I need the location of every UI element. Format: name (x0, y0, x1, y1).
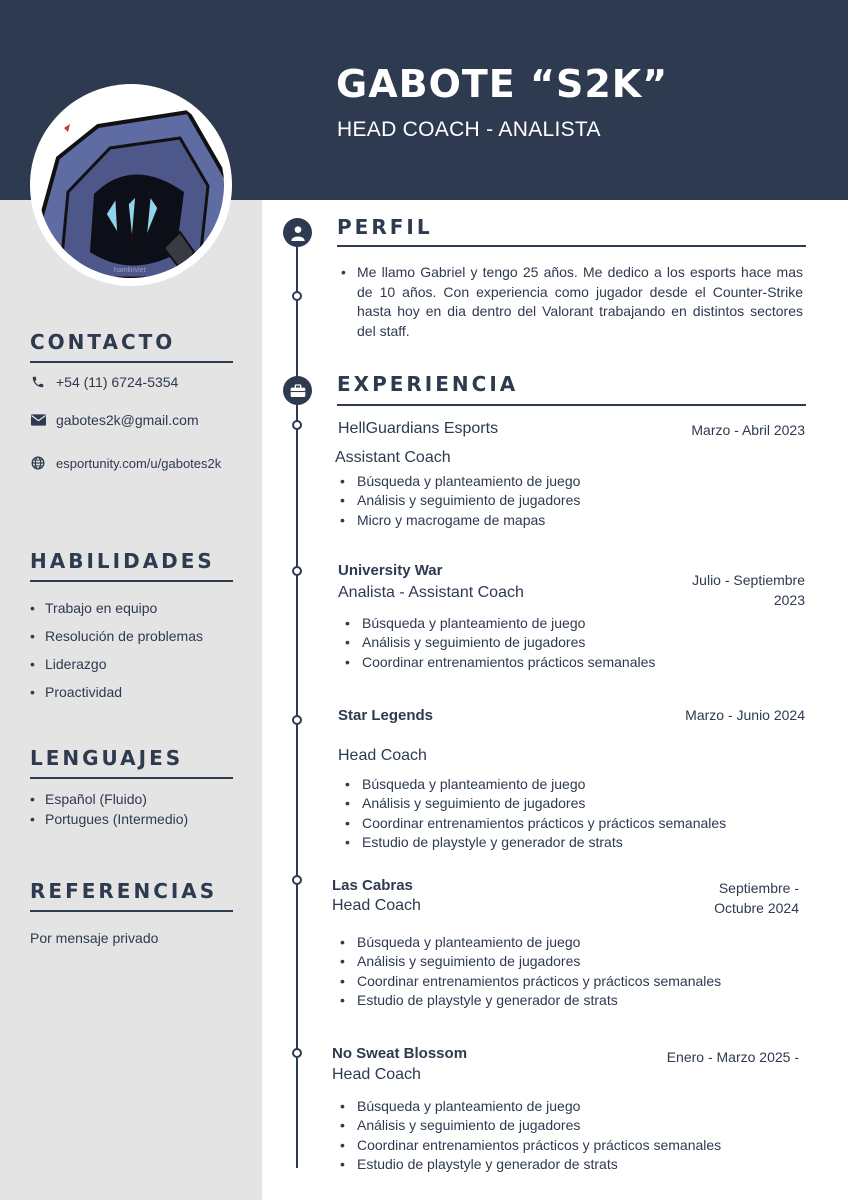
job-tasks (337, 933, 721, 1010)
globe-icon (30, 455, 46, 471)
timeline-node (292, 291, 302, 301)
contact-email-text: gabotes2k@gmail.com (56, 412, 199, 428)
skill-item: • Proactividad (30, 678, 203, 706)
phone-icon (30, 374, 46, 390)
job-tasks (342, 775, 726, 852)
task-item: • Búsqueda y planteamiento de juego (337, 1097, 721, 1116)
job-date-line: Septiembre - (718, 880, 799, 896)
skill-item: • Trabajo en equipo (30, 594, 203, 622)
contact-divider (30, 361, 233, 363)
task-item: • Búsqueda y planteamiento de juego (337, 933, 721, 952)
experience-heading: EXPERIENCIA (337, 372, 519, 396)
profile-divider (337, 245, 806, 247)
contact-phone-text: +54 (11) 6724-5354 (56, 374, 179, 390)
job-date (714, 879, 799, 918)
contact-email[interactable] (30, 412, 199, 428)
avatar-watermark: hamlinviet (114, 267, 146, 274)
languages-divider (30, 777, 233, 779)
profile-heading: PERFIL (337, 215, 433, 239)
job-role: Head Coach (332, 1066, 421, 1083)
job-date-line: Octubre 2024 (714, 899, 799, 916)
job-company: Las Cabras (332, 877, 413, 894)
task-item: • Análisis y seguimiento de jugadores (342, 633, 655, 652)
task-item: • Micro y macrogame de mapas (337, 511, 580, 530)
job-role: Analista - Assistant Coach (338, 584, 524, 601)
skill-item: • Resolución de problemas (30, 622, 203, 650)
job-date-line: Julio - Septiembre (692, 572, 805, 588)
task-item: • Análisis y seguimiento de jugadores (342, 794, 726, 813)
language-item: • Español (Fluido) (30, 790, 188, 810)
task-item: • Estudio de playstyle y generador de strats (337, 991, 721, 1010)
task-item: • Coordinar entrenamientos prácticos y prácticos semanales (342, 814, 726, 833)
skills-divider (30, 580, 233, 582)
task-item: • Estudio de playstyle y generador de strats (342, 833, 726, 852)
experience-divider (337, 404, 806, 406)
job-date-line: 2023 (773, 591, 805, 608)
contact-phone[interactable] (30, 374, 178, 390)
language-item: • Portugues (Intermedio) (30, 810, 188, 830)
profile-summary (341, 263, 803, 341)
contact-website[interactable] (30, 455, 221, 471)
job-date: Marzo - Junio 2024 (685, 707, 805, 723)
job-role: Head Coach (338, 747, 427, 764)
task-item: • Búsqueda y planteamiento de juego (342, 775, 726, 794)
task-item: • Estudio de playstyle y generador de strats (337, 1155, 721, 1174)
job-role: Assistant Coach (335, 449, 451, 466)
contact-heading: CONTACTO (30, 330, 176, 354)
job-date: Enero - Marzo 2025 - (666, 1049, 799, 1065)
job-company: HellGuardians Esports (338, 420, 499, 437)
skills-heading: HABILIDADES (30, 549, 215, 573)
timeline-node (292, 1048, 302, 1058)
timeline-node (292, 875, 302, 885)
references-divider (30, 910, 233, 912)
avatar-illustration (38, 92, 224, 278)
task-item: • Análisis y seguimiento de jugadores (337, 1116, 721, 1135)
job-tasks (337, 472, 580, 530)
task-item: • Análisis y seguimiento de jugadores (337, 952, 721, 971)
task-item: • Análisis y seguimiento de jugadores (337, 491, 580, 510)
references-text: Por mensaje privado (30, 930, 159, 946)
task-item: • Coordinar entrenamientos prácticos semanales (342, 653, 655, 672)
task-item: • Coordinar entrenamientos prácticos y prácticos semanales (337, 972, 721, 991)
job-company: No Sweat Blossom (332, 1045, 468, 1062)
job-date: Marzo - Abril 2023 (691, 422, 805, 438)
references-heading: REFERENCIAS (30, 879, 218, 903)
candidate-role: HEAD COACH - ANALISTA (337, 118, 601, 141)
skills-list (30, 594, 203, 706)
job-company: Star Legends (338, 707, 434, 724)
candidate-name: GABOTE “S2K” (336, 62, 669, 106)
user-icon (283, 218, 312, 247)
timeline-node (292, 566, 302, 576)
task-item: • Búsqueda y planteamiento de juego (342, 614, 655, 633)
job-company: University War (338, 562, 443, 579)
mail-icon (30, 412, 46, 428)
profile-text: Me llamo Gabriel y tengo 25 años. Me dedico a los esports hace mas de 10 años. Con experiencia como jugador desde el Counter-Strike hasta hoy en dia dentro del Valorant trabajando en distintos sectores del staff. (357, 264, 803, 339)
timeline-node (292, 420, 302, 430)
task-item: • Coordinar entrenamientos prácticos y prácticos semanales (337, 1136, 721, 1155)
contact-website-text: esportunity.com/u/gabotes2k (56, 455, 222, 471)
profile-bullet: • (341, 264, 346, 280)
task-item: • Búsqueda y planteamiento de juego (337, 472, 580, 491)
timeline-node (292, 715, 302, 725)
languages-heading: LENGUAJES (30, 746, 184, 770)
briefcase-icon (283, 376, 312, 405)
avatar (30, 84, 232, 286)
job-tasks (337, 1097, 721, 1174)
skill-item: • Liderazgo (30, 650, 203, 678)
languages-list (30, 790, 188, 829)
job-date (692, 571, 805, 610)
job-tasks (342, 614, 655, 672)
job-role: Head Coach (332, 897, 421, 914)
